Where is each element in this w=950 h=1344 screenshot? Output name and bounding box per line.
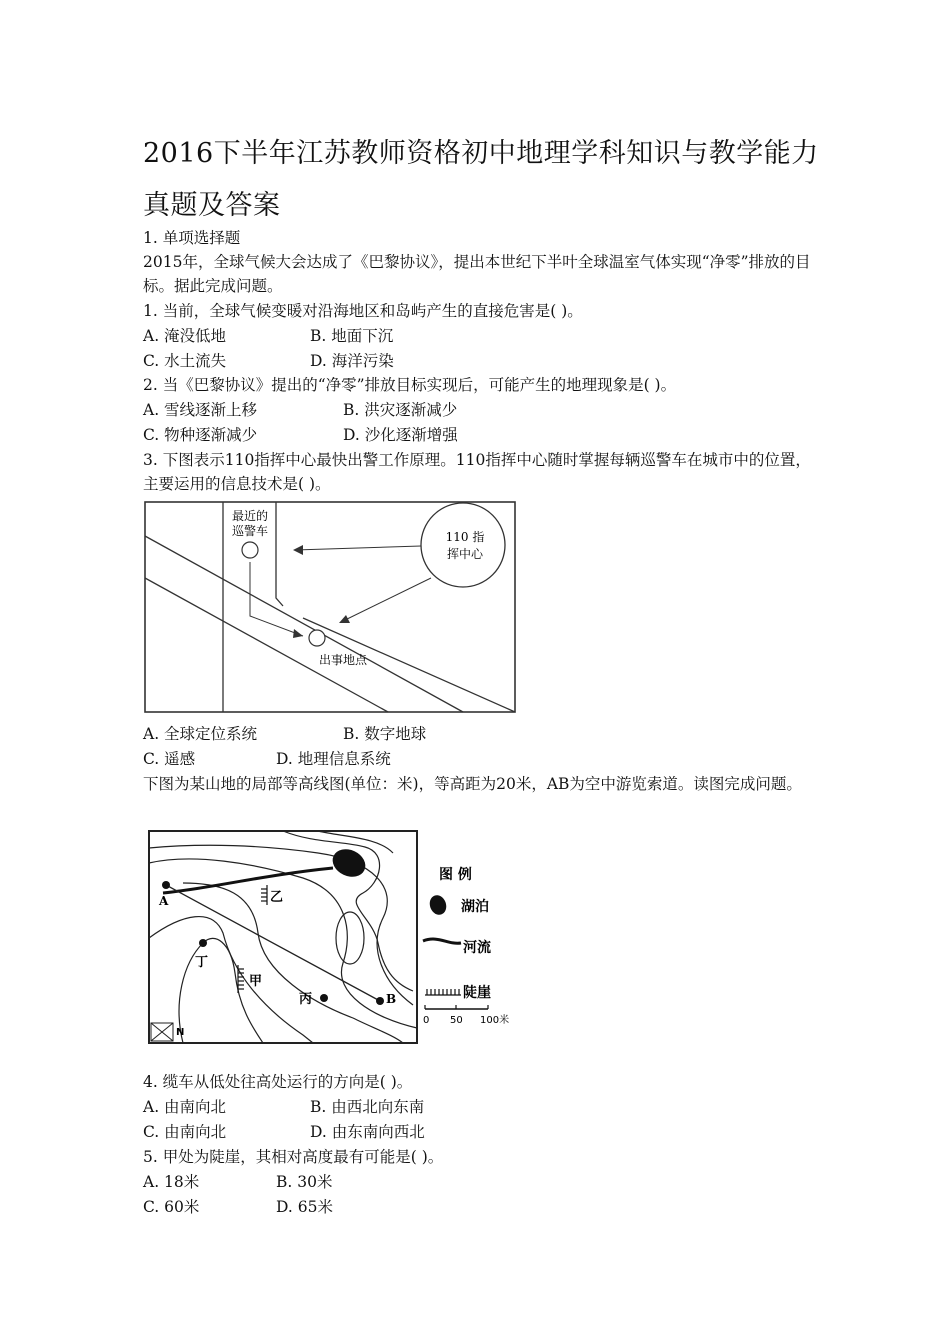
point-bing-label: 丙 <box>299 992 313 1007</box>
question-1-option-a: A. 淹没低地 <box>143 327 227 345</box>
scale-label-50: 50 <box>450 1015 463 1026</box>
legend-cliff-icon <box>425 989 461 995</box>
command-center-label-1: 110 指 <box>445 530 485 544</box>
question-1-option-b: B. 地面下沉 <box>310 327 394 345</box>
scale-label-100: 100米 <box>480 1015 510 1026</box>
question-2-option-c: C. 物种逐渐减少 <box>143 426 258 444</box>
question-5-option-b: B. 30米 <box>276 1173 333 1191</box>
north-label: N <box>176 1027 185 1038</box>
legend-lake-label: 湖泊 <box>461 899 489 915</box>
question-3-option-a: A. 全球定位系统 <box>143 725 258 743</box>
point-ding-marker <box>199 939 207 947</box>
legend-river-label: 河流 <box>463 940 491 956</box>
question-4-option-d: D. 由东南向西北 <box>310 1123 425 1141</box>
question-3-option-d: D. 地理信息系统 <box>276 750 391 768</box>
legend-lake-icon <box>427 893 449 917</box>
command-center-label-2: 挥中心 <box>446 547 484 561</box>
legend-river-icon <box>423 939 461 943</box>
question-3-stem: 3. 下图表示110指挥中心最快出警工作原理。110指挥中心随时掌握每辆巡警车在城市中的位置，主要运用的信息技术是( )。 <box>143 451 811 493</box>
question-3-option-b: B. 数字地球 <box>343 725 427 743</box>
patrol-car-marker <box>242 542 258 558</box>
point-b-label: B <box>386 992 397 1006</box>
incident-marker <box>309 630 325 646</box>
section-heading: 1. 单项选择题 <box>143 229 241 247</box>
question-2-option-b: B. 洪灾逐渐减少 <box>343 401 458 419</box>
question-4-stem: 4. 缆车从低处往高处运行的方向是( )。 <box>143 1073 413 1091</box>
question-2-option-a: A. 雪线逐渐上移 <box>143 401 258 419</box>
incident-label: 出事地点 <box>318 653 368 667</box>
scale-label-0: 0 <box>423 1015 430 1026</box>
question-4-option-a: A. 由南向北 <box>143 1098 227 1116</box>
question-5-option-c: C. 60米 <box>143 1198 200 1216</box>
command-center-circle <box>421 503 505 587</box>
intro-paragraph: 2015年，全球气候大会达成了《巴黎协议》，提出本世纪下半叶全球温室气体实现“净零”排放的目标。据此完成问题。 <box>143 253 811 295</box>
legend-title: 图 例 <box>439 867 472 883</box>
question-5-option-d: D. 65米 <box>276 1198 333 1216</box>
question-2-option-d: D. 沙化逐渐增强 <box>343 426 458 444</box>
patrol-car-label-2: 巡警车 <box>231 524 269 538</box>
question-1-option-d: D. 海洋污染 <box>310 352 394 370</box>
point-a-marker <box>162 881 170 889</box>
question-1-option-c: C. 水土流失 <box>143 352 227 370</box>
question-5-stem: 5. 甲处为陡崖，其相对高度最有可能是( )。 <box>143 1148 444 1166</box>
point-bing-marker <box>320 994 328 1002</box>
question-1-stem: 1. 当前，全球气候变暖对沿海地区和岛屿产生的直接危害是( )。 <box>143 302 583 320</box>
point-b-marker <box>376 997 384 1005</box>
contour-intro-paragraph: 下图为某山地的局部等高线图(单位：米)，等高距为20米，AB为空中游览索道。读图完成问题。 <box>143 775 802 793</box>
question-4-option-b: B. 由西北向东南 <box>310 1098 425 1116</box>
police-dispatch-diagram <box>143 498 519 716</box>
point-ding-label: 丁 <box>195 955 209 970</box>
point-a-label: A <box>159 894 169 908</box>
patrol-car-label-1: 最近的 <box>231 509 269 523</box>
question-2-stem: 2. 当《巴黎协议》提出的“净零”排放目标实现后，可能产生的地理现象是( )。 <box>143 376 677 394</box>
point-jia-label: 甲 <box>249 974 263 989</box>
question-5-option-a: A. 18米 <box>143 1173 200 1191</box>
contour-map <box>143 823 525 1045</box>
legend-cliff-label: 陡崖 <box>463 985 491 1001</box>
page-title: 2016下半年江苏教师资格初中地理学科知识与教学能力真题及答案 <box>143 138 819 221</box>
question-3-option-c: C. 遥感 <box>143 750 196 768</box>
question-4-option-c: C. 由南向北 <box>143 1123 227 1141</box>
point-yi-label: 乙 <box>270 890 284 905</box>
